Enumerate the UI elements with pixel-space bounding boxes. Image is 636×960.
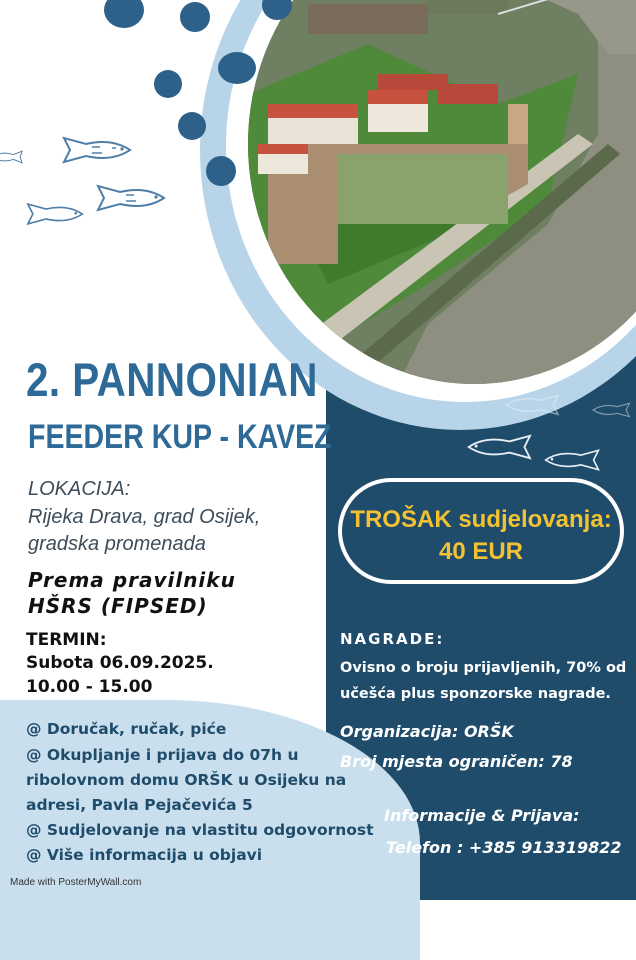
decor-dot-3 [218, 52, 256, 84]
location-line-1: Rijeka Drava, grad Osijek, [28, 506, 261, 528]
cost-box [338, 478, 624, 584]
decor-dot-5 [178, 112, 206, 140]
contact-label: Informacije & Prijava: [384, 806, 580, 825]
info-item: @ Sudjelovanje na vlastitu odgovornost [26, 821, 374, 839]
fish-icon [544, 448, 608, 472]
rules-line-2: HŠRS (FIPSED) [28, 594, 208, 618]
decor-dot-2 [180, 2, 210, 32]
fish-icon [52, 136, 132, 164]
info-item: @ Doručak, ručak, piće [26, 720, 227, 738]
info-item: adresi, Pavla Pejačevića 5 [26, 796, 253, 814]
location-line-2: gradska promenada [28, 533, 206, 555]
rules-line-1: Prema pravilniku [28, 568, 236, 592]
fish-icon [0, 146, 26, 168]
decor-dot-1 [104, 0, 144, 28]
decor-dot-6 [206, 156, 236, 186]
fish-icon [500, 394, 572, 416]
prizes-line-2: učešća plus sponzorske nagrade. [340, 686, 611, 702]
fish-icon [86, 184, 166, 212]
capacity: Broj mjesta ograničen: 78 [340, 752, 573, 771]
termin-time: 10.00 - 15.00 [26, 677, 153, 697]
fish-icon [466, 434, 542, 460]
prizes-line-1: Ovisno o broju prijavljenih, 70% od [340, 660, 627, 676]
decor-dot-4 [154, 70, 182, 98]
info-item: ribolovnom domu ORŠK u Osijeku na [26, 771, 347, 789]
fish-icon [18, 200, 84, 228]
organization: Organizacija: ORŠK [340, 722, 514, 741]
contact-phone[interactable]: Telefon : +385 913319822 [386, 838, 622, 857]
info-item: @ Više informacija u objavi [26, 846, 263, 864]
event-title: 2. PANNONIAN [26, 353, 318, 406]
footer-credit: Made with PosterMyWall.com [10, 877, 142, 888]
cost-amount: 40 EUR [438, 538, 524, 565]
prizes-title: NAGRADE: [340, 630, 445, 648]
termin-label: TERMIN: [26, 630, 107, 650]
info-item: @ Okupljanje i prijava do 07h u [26, 746, 299, 764]
cost-label: TROŠAK sudjelovanja: [350, 506, 612, 533]
event-subtitle: FEEDER KUP - KAVEZ [28, 418, 332, 456]
fish-icon [592, 400, 636, 420]
termin-date: Subota 06.09.2025. [26, 653, 214, 673]
location-label: LOKACIJA: [28, 478, 131, 500]
